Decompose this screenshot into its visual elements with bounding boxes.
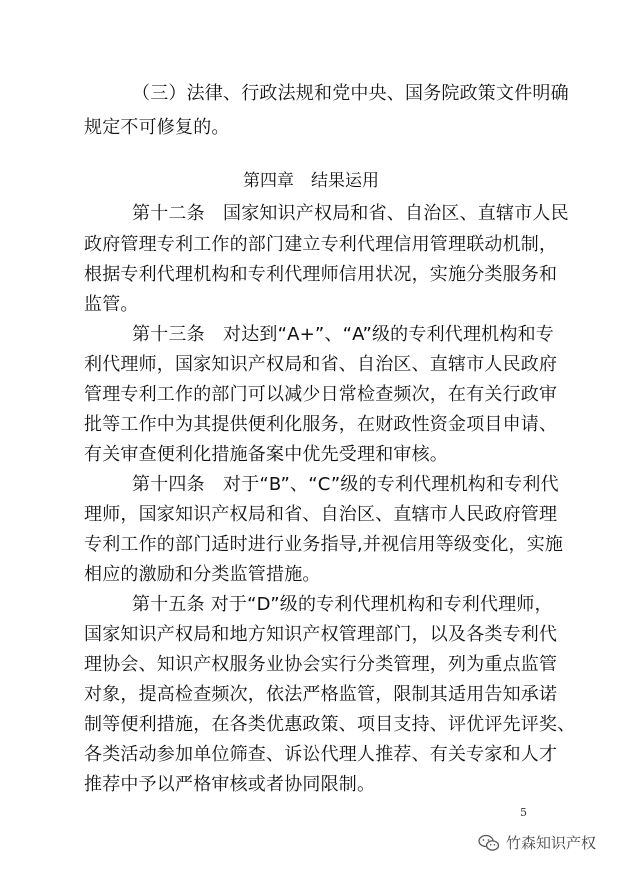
article-12-line: 监管。 xyxy=(84,294,139,315)
article-15-line: 各类活动参加单位筛查、诉讼代理人推荐、有关专家和人才 xyxy=(84,744,558,765)
page-number: 5 xyxy=(520,806,527,819)
article-12-line: 政府管理专利工作的部门建立专利代理信用管理联动机制， xyxy=(84,234,558,255)
article-14-line: 相应的激励和分类监管措施。 xyxy=(84,564,321,585)
watermark xyxy=(478,832,596,853)
article-15-line: 理协会、知识产权服务业协会实行分类管理，列为重点监管 xyxy=(84,654,558,675)
article-15-line: 国家知识产权局和地方知识产权管理部门，以及各类专利代 xyxy=(84,624,558,645)
article-14-line: 理师，国家知识产权局和省、自治区、直辖市人民政府管理 xyxy=(84,504,558,525)
article-12-line: 第十二条 国家知识产权局和省、自治区、直辖市人民 xyxy=(132,203,569,224)
clause-line: （三）法律、行政法规和党中央、国务院政策文件明确 xyxy=(132,83,569,104)
article-13-line: 批等工作中为其提供便利化服务，在财政性资金项目申请、 xyxy=(84,414,558,435)
wechat-icon xyxy=(478,834,500,852)
article-12-line: 根据专利代理机构和专利代理师信用状况，实施分类服务和 xyxy=(84,264,558,285)
article-15-line: 第十五条 对于“D”级的专利代理机构和专利代理师， xyxy=(132,594,553,615)
article-15-line: 对象，提高检查频次，依法严格监管，限制其适用告知承诺 xyxy=(84,684,558,705)
article-15-line: 推荐中予以严格审核或者协同限制。 xyxy=(84,774,376,795)
article-14-line: 专利工作的部门适时进行业务指导,并视信用等级变化，实施 xyxy=(84,534,564,555)
article-13-line: 管理专利工作的部门可以减少日常检查频次，在有关行政审 xyxy=(84,384,558,405)
chapter-heading: 第四章 结果运用 xyxy=(243,171,379,191)
article-15-line: 制等便利措施，在各类优惠政策、项目支持、评优评先评奖、 xyxy=(84,714,576,735)
article-13-line: 有关审查便利化措施备案中优先受理和审核。 xyxy=(84,444,448,465)
article-13-line: 利代理师，国家知识产权局和省、自治区、直辖市人民政府 xyxy=(84,354,558,375)
article-13-line: 第十三条 对达到“A+”、“A”级的专利代理机构和专 xyxy=(132,324,554,345)
clause-line: 规定不可修复的。 xyxy=(84,117,230,138)
article-14-line: 第十四条 对于“B”、“C”级的专利代理机构和专利代 xyxy=(132,474,559,495)
watermark-text: 竹森知识产权 xyxy=(506,834,597,852)
